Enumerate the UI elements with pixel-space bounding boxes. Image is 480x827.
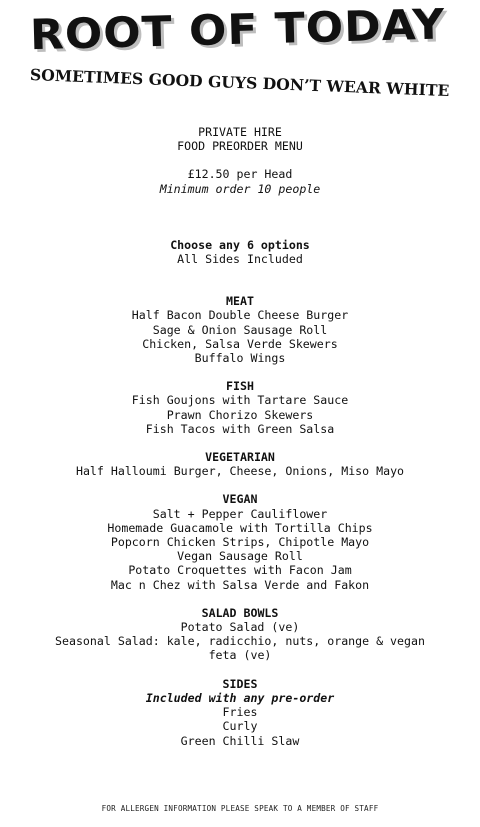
section-fish	[0, 379, 480, 436]
section-sides	[0, 677, 480, 748]
menu-item: Green Chilli Slaw	[180, 733, 300, 748]
menu-item: feta (ve)	[208, 648, 272, 663]
menu-item: Curly	[222, 719, 258, 734]
section-title-meat: MEAT	[226, 294, 254, 309]
brand-header	[0, 0, 480, 110]
menu-item: Potato Salad (ve)	[180, 620, 300, 635]
minimum-order: Minimum order 10 people	[159, 181, 321, 196]
choose-title: Choose any 6 options	[170, 237, 310, 252]
choose-subtitle: All Sides Included	[177, 252, 303, 267]
menu-item: Homemade Guacamole with Tortilla Chips	[107, 520, 373, 535]
menu-item: Sage & Onion Sausage Roll	[152, 322, 328, 337]
intro-line-preorder: FOOD PREORDER MENU	[177, 139, 303, 154]
menu-item: Half Bacon Double Cheese Burger	[131, 308, 349, 323]
price-per-head: £12.50 per Head	[187, 167, 293, 182]
sides-note: Included with any pre-order	[145, 690, 335, 705]
menu-item: Buffalo Wings	[194, 351, 286, 366]
menu-item: Chicken, Salsa Verde Skewers	[142, 336, 338, 351]
allergen-footer: FOR ALLERGEN INFORMATION PLEASE SPEAK TO A MEMBER OF STAFF	[101, 804, 379, 813]
menu-item: Vegan Sausage Roll	[177, 549, 303, 564]
menu-item: Popcorn Chicken Strips, Chipotle Mayo	[110, 535, 370, 550]
menu-item: Mac n Chez with Salsa Verde and Fakon	[110, 577, 370, 592]
section-title-sides: SIDES	[222, 676, 258, 691]
menu-item: Half Halloumi Burger, Cheese, Onions, Miso Mayo	[75, 464, 405, 479]
brand-tagline: SOMETIMES GOOD GUYS DON’T WEAR WHITE	[29, 65, 450, 101]
section-vegan	[0, 492, 480, 591]
menu-item: Potato Croquettes with Facon Jam	[128, 563, 352, 578]
menu-item: Fish Tacos with Green Salsa	[145, 421, 335, 436]
menu-item: Prawn Chorizo Skewers	[166, 407, 314, 422]
section-title-vegetarian: VEGETARIAN	[205, 450, 275, 465]
section-salad-bowls	[0, 606, 480, 663]
menu-content	[0, 125, 480, 748]
section-title-salad-bowls: SALAD BOWLS	[201, 605, 279, 620]
menu-item: Seasonal Salad: kale, radicchio, nuts, orange & vegan	[55, 634, 425, 649]
brand-title: ROOT OF TODAY	[29, 0, 446, 60]
menu-item: Salt + Pepper Cauliflower	[152, 506, 328, 521]
intro-line-private-hire: PRIVATE HIRE	[198, 125, 282, 139]
section-vegetarian	[0, 450, 480, 478]
section-title-fish: FISH	[226, 379, 254, 394]
section-meat	[0, 294, 480, 365]
section-title-vegan: VEGAN	[222, 492, 258, 507]
menu-item: Fish Goujons with Tartare Sauce	[131, 393, 349, 408]
menu-item: Fries	[222, 705, 258, 720]
